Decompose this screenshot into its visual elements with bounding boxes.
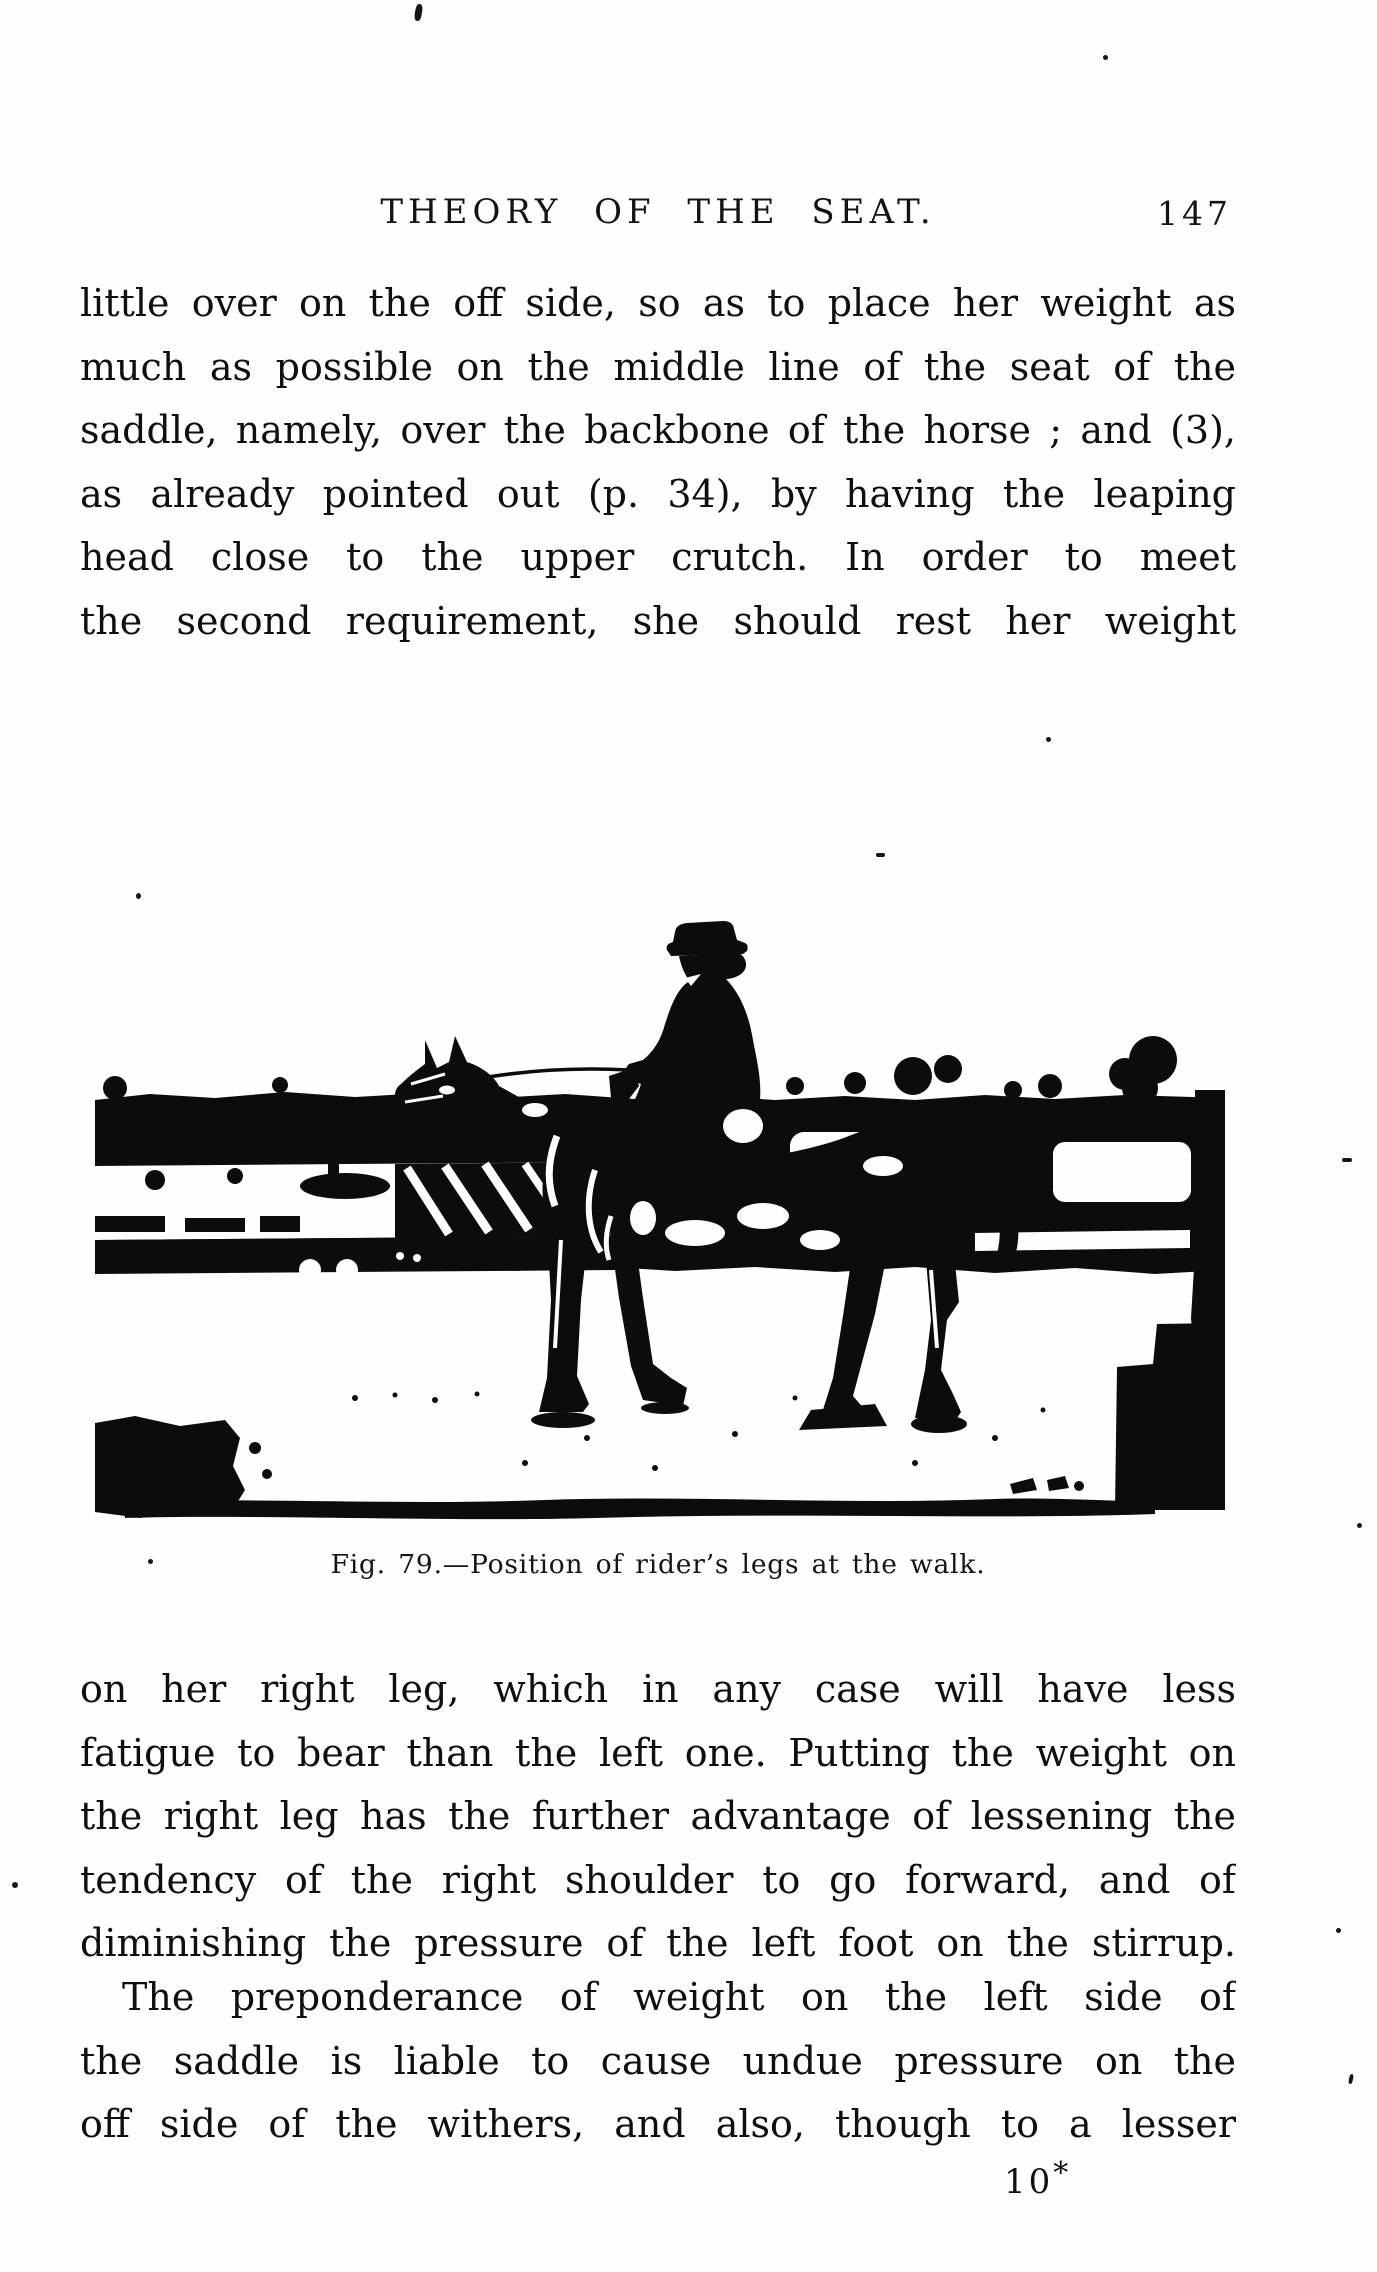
engraving-horse-rider-walk bbox=[95, 918, 1225, 1532]
signature-digits: 10 bbox=[1004, 2162, 1054, 2202]
body-paragraph-1 bbox=[80, 272, 1236, 653]
ink-speck bbox=[1336, 1928, 1341, 1933]
ink-speck bbox=[12, 1882, 18, 1888]
text-line: head close to the upper crutch. In order to meet bbox=[80, 535, 1236, 579]
text-line: saddle, namely, over the backbone of the horse ; and (3), bbox=[80, 408, 1236, 452]
text-line: much as possible on the middle line of the seat of the bbox=[80, 344, 1236, 389]
text-line: the second requirement, she should rest her weight bbox=[80, 598, 1236, 643]
figure-caption: Fig. 79.—Position of rider’s legs at the walk. bbox=[330, 1549, 986, 1580]
ink-speck bbox=[136, 893, 141, 899]
text-line: the saddle is liable to cause undue pressure on the bbox=[80, 2038, 1236, 2083]
signature-asterisk: * bbox=[1053, 2156, 1069, 2191]
signature-mark bbox=[1004, 2156, 1069, 2202]
ink-speck bbox=[1046, 737, 1051, 742]
text-line: on her right leg, which in any case will have less bbox=[80, 1667, 1236, 1711]
text-line: as already pointed out (p. 34), by having the leaping bbox=[80, 471, 1236, 516]
text-line: the right leg has the further advantage of lessening the bbox=[80, 1794, 1236, 1838]
ink-speck bbox=[1357, 1523, 1362, 1528]
page-number: 147 bbox=[1157, 194, 1232, 233]
rider-silhouette bbox=[594, 921, 761, 1195]
ink-speck bbox=[1348, 2074, 1354, 2085]
foreground-ground bbox=[95, 1392, 1155, 1520]
ink-speck bbox=[876, 853, 885, 857]
ink-speck bbox=[1342, 1158, 1352, 1162]
body-paragraph-2 bbox=[80, 1658, 1236, 1976]
ink-speck bbox=[1103, 55, 1108, 60]
figure-illustration bbox=[95, 918, 1225, 1532]
text-line: tendency of the right shoulder to go forward, and of bbox=[80, 1857, 1236, 1902]
page-title: THEORY OF THE SEAT. bbox=[380, 192, 936, 232]
text-line: fatigue to bear than the left one. Putting the weight on bbox=[80, 1730, 1236, 1775]
text-line: little over on the off side, so as to place her weight as bbox=[80, 281, 1236, 325]
body-paragraph-3 bbox=[80, 1966, 1236, 2157]
ink-speck bbox=[148, 1559, 153, 1564]
text-line: diminishing the pressure of the left foot on the stirrup. bbox=[80, 1921, 1236, 1965]
ink-speck bbox=[414, 4, 424, 22]
running-header bbox=[80, 190, 1236, 240]
text-line: off side of the withers, and also, though to a lesser bbox=[80, 2102, 1236, 2146]
text-line: The preponderance of weight on the left side of bbox=[122, 1975, 1236, 2019]
